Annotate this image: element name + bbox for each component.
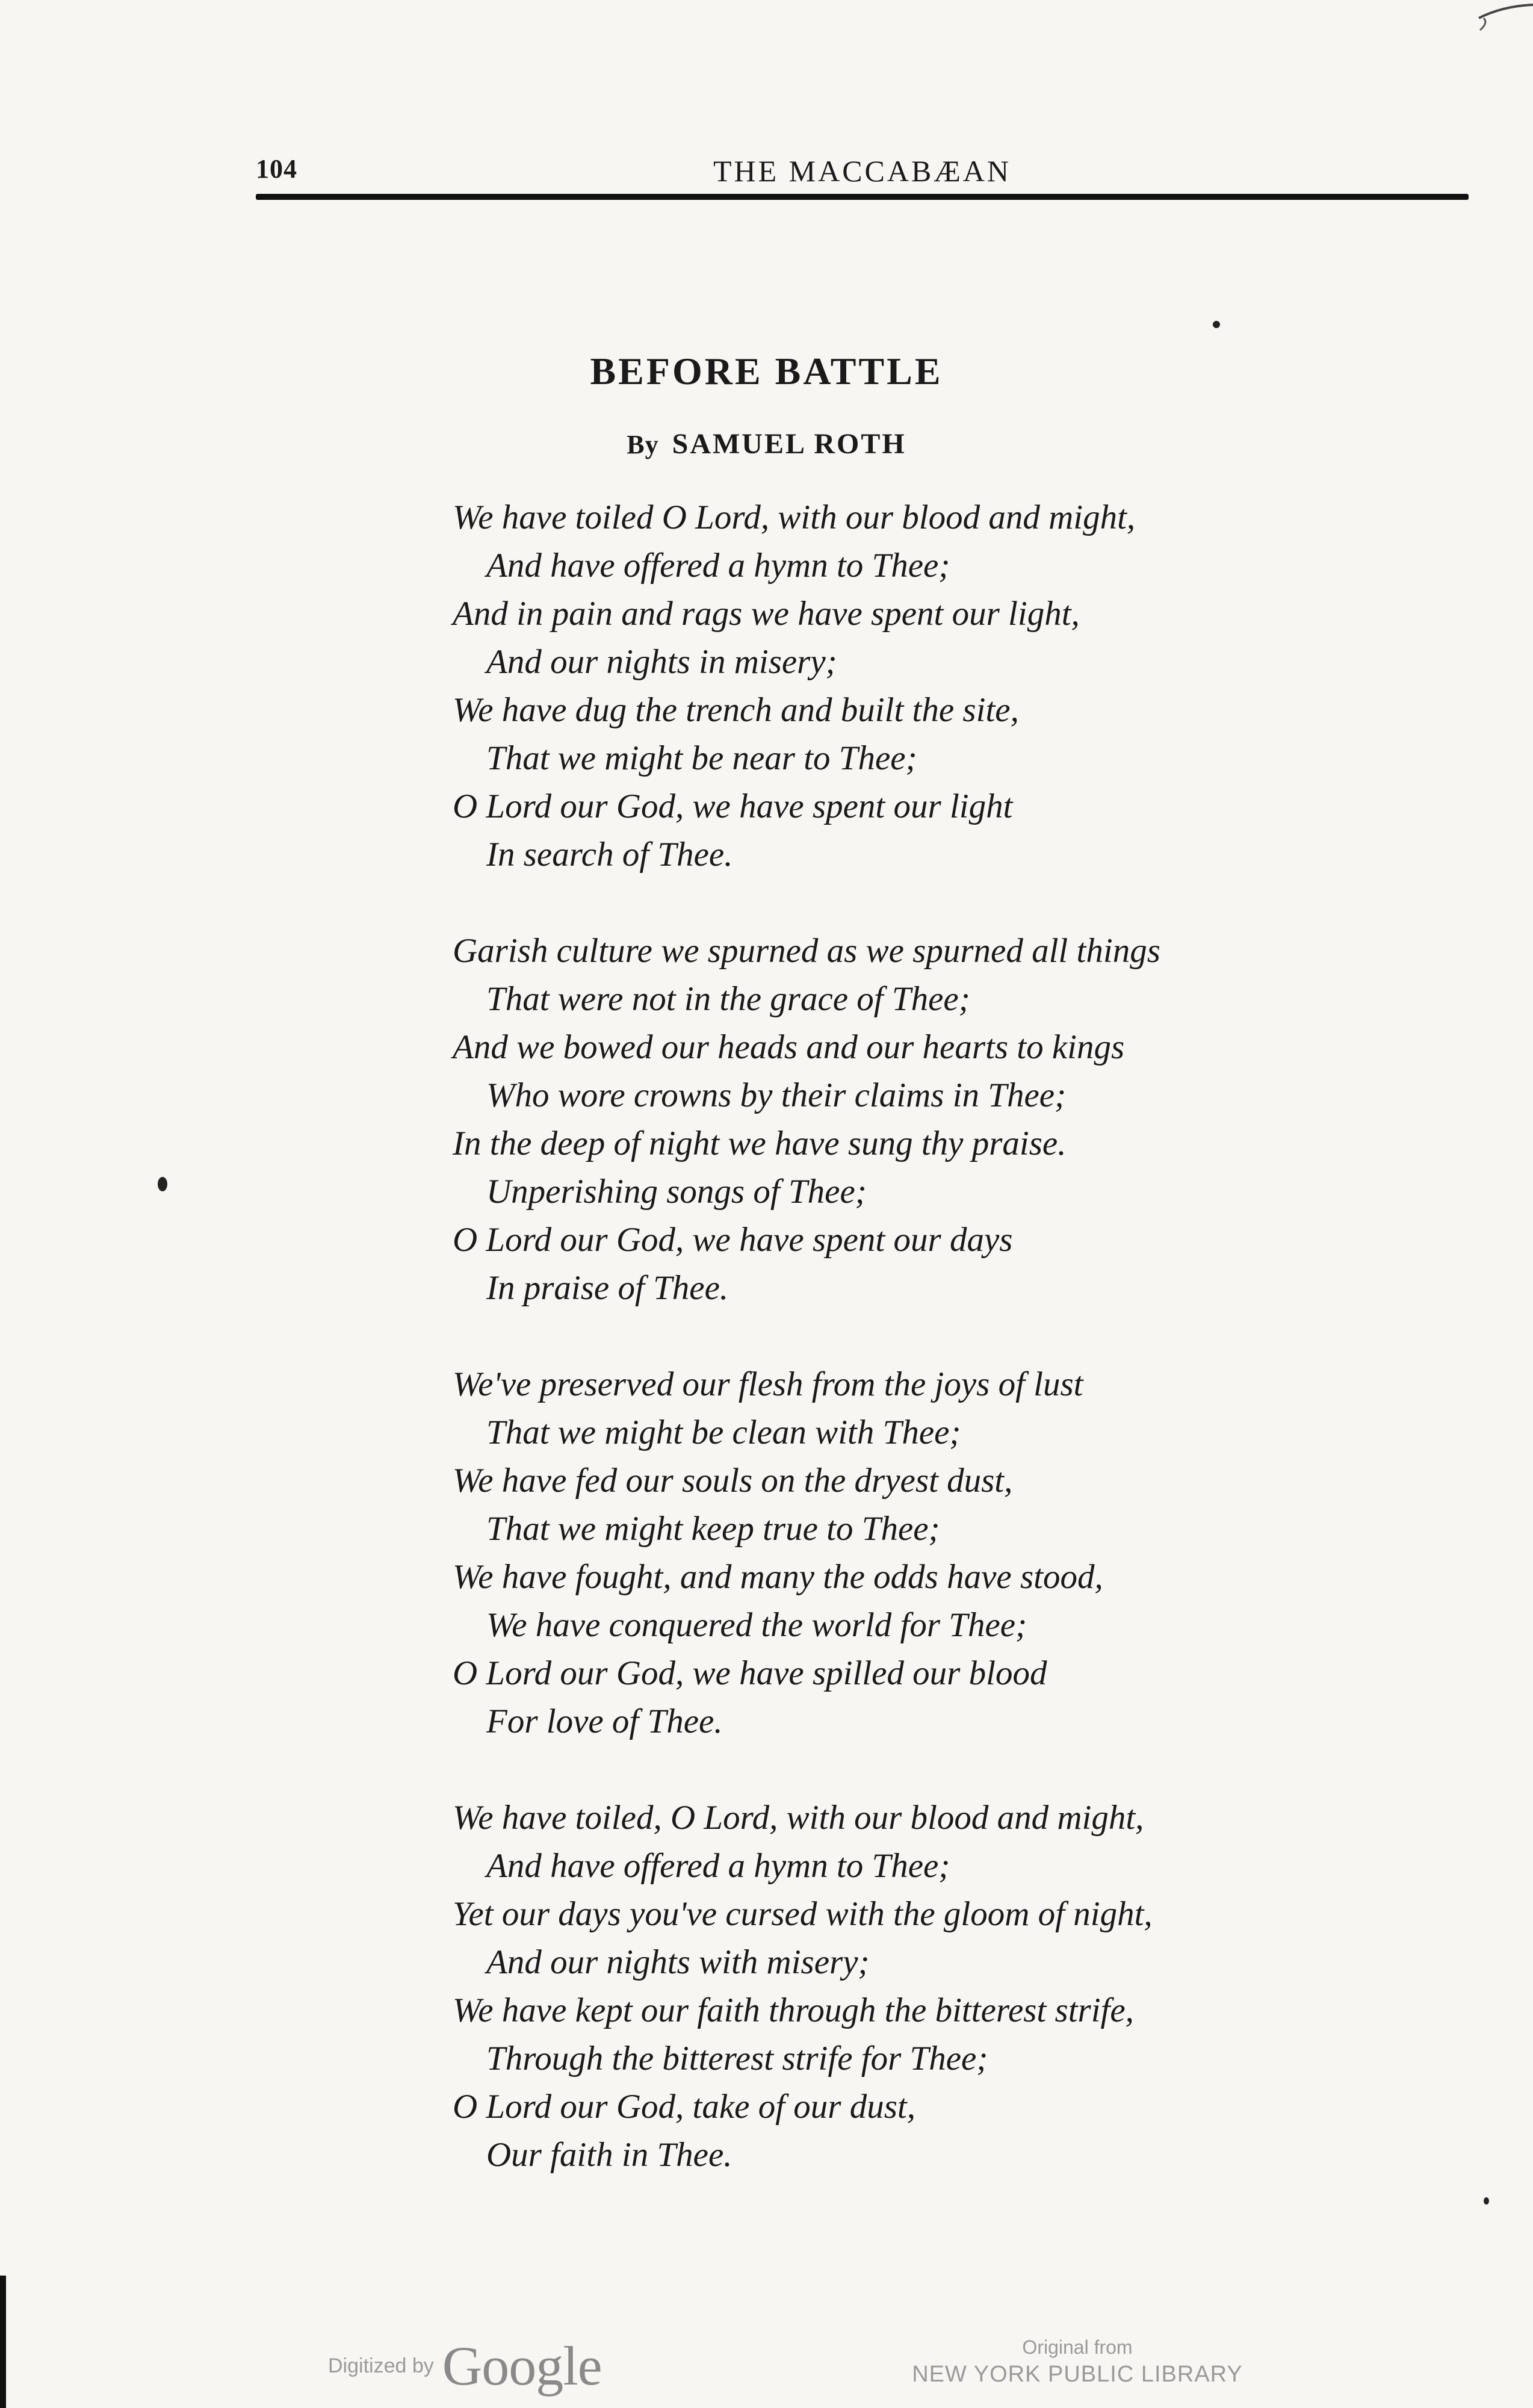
stanza-3 xyxy=(453,1361,1476,1746)
poem-line: We have fed our souls on the dryest dust, xyxy=(453,1462,1013,1500)
poem-line: That we might be clean with Thee; xyxy=(486,1413,961,1451)
poem-line: We have conquered the world for Thee; xyxy=(486,1606,1027,1644)
google-logo: Google xyxy=(442,2335,602,2397)
poem-line: Through the bitterest strife for Thee; xyxy=(486,2040,988,2078)
poem-line: Unperishing songs of Thee; xyxy=(486,1173,867,1211)
corner-scan-mark xyxy=(1467,0,1533,36)
poem-line: In search of Thee. xyxy=(486,836,733,874)
poem-line: And our nights with misery; xyxy=(486,1943,870,1981)
poem-line: In praise of Thee. xyxy=(486,1269,729,1307)
author-name: SAMUEL ROTH xyxy=(672,428,906,460)
poem-line: O Lord our God, we have spent our light xyxy=(453,787,1013,825)
poem-line: Our faith in Thee. xyxy=(486,2136,732,2174)
journal-title: THE MACCABÆAN xyxy=(713,154,1012,188)
library-attribution xyxy=(891,2335,1264,2389)
poem-line: And we bowed our heads and our hearts to kings xyxy=(453,1028,1125,1066)
poem-line: That were not in the grace of Thee; xyxy=(486,980,970,1018)
poem-line: And have offered a hymn to Thee; xyxy=(486,547,950,585)
poem-line: We have fought, and many the odds have stood, xyxy=(453,1558,1103,1596)
poem-line: That we might keep true to Thee; xyxy=(486,1510,940,1548)
poem-line: O Lord our God, we have spent our days xyxy=(453,1221,1013,1259)
poem-body xyxy=(453,494,1476,2227)
poem-line: In the deep of night we have sung thy praise. xyxy=(453,1125,1067,1162)
poem-line: And our nights in misery; xyxy=(486,643,837,681)
scan-speck xyxy=(158,1177,167,1191)
poem-line: And in pain and rags we have spent our light, xyxy=(453,595,1080,633)
poem-line: We have dug the trench and built the site, xyxy=(453,691,1019,729)
poem-line: Yet our days you've cursed with the gloom of night, xyxy=(453,1895,1153,1933)
poem-line: We have kept our faith through the bitterest strife, xyxy=(453,1991,1134,2029)
digitized-by-google-watermark xyxy=(328,2336,602,2396)
poem-line: We have toiled, O Lord, with our blood and might, xyxy=(453,1799,1144,1837)
stanza-4 xyxy=(453,1794,1476,2179)
poem-line: And have offered a hymn to Thee; xyxy=(486,1847,950,1885)
original-from-text: Original from xyxy=(1022,2336,1133,2358)
stanza-1 xyxy=(453,494,1476,879)
scan-speck xyxy=(1213,321,1220,328)
page-number: 104 xyxy=(256,154,297,184)
poem-line: That we might be near to Thee; xyxy=(486,739,917,777)
poem-line: We've preserved our flesh from the joys of lust xyxy=(453,1365,1083,1403)
poem-line: For love of Thee. xyxy=(486,1702,723,1740)
byline xyxy=(0,427,1533,461)
poem-line: Garish culture we spurned as we spurned all things xyxy=(453,932,1160,970)
digitized-by-text: Digitized by xyxy=(328,2354,434,2377)
poem-title: BEFORE BATTLE xyxy=(590,350,943,393)
poem-line: Who wore crowns by their claims in Thee; xyxy=(486,1076,1067,1114)
page-header xyxy=(256,154,1469,190)
poem-line: O Lord our God, we have spilled our blood xyxy=(453,1654,1047,1692)
stanza-2 xyxy=(453,927,1476,1312)
library-name: NEW YORK PUBLIC LIBRARY xyxy=(912,2362,1243,2387)
poem-line: We have toiled O Lord, with our blood and might, xyxy=(453,498,1136,536)
scan-edge xyxy=(0,2276,6,2408)
scan-speck xyxy=(1484,2197,1489,2205)
header-rule xyxy=(256,194,1469,200)
byline-prefix: By xyxy=(627,430,659,459)
poem-line: O Lord our God, take of our dust, xyxy=(453,2088,915,2126)
